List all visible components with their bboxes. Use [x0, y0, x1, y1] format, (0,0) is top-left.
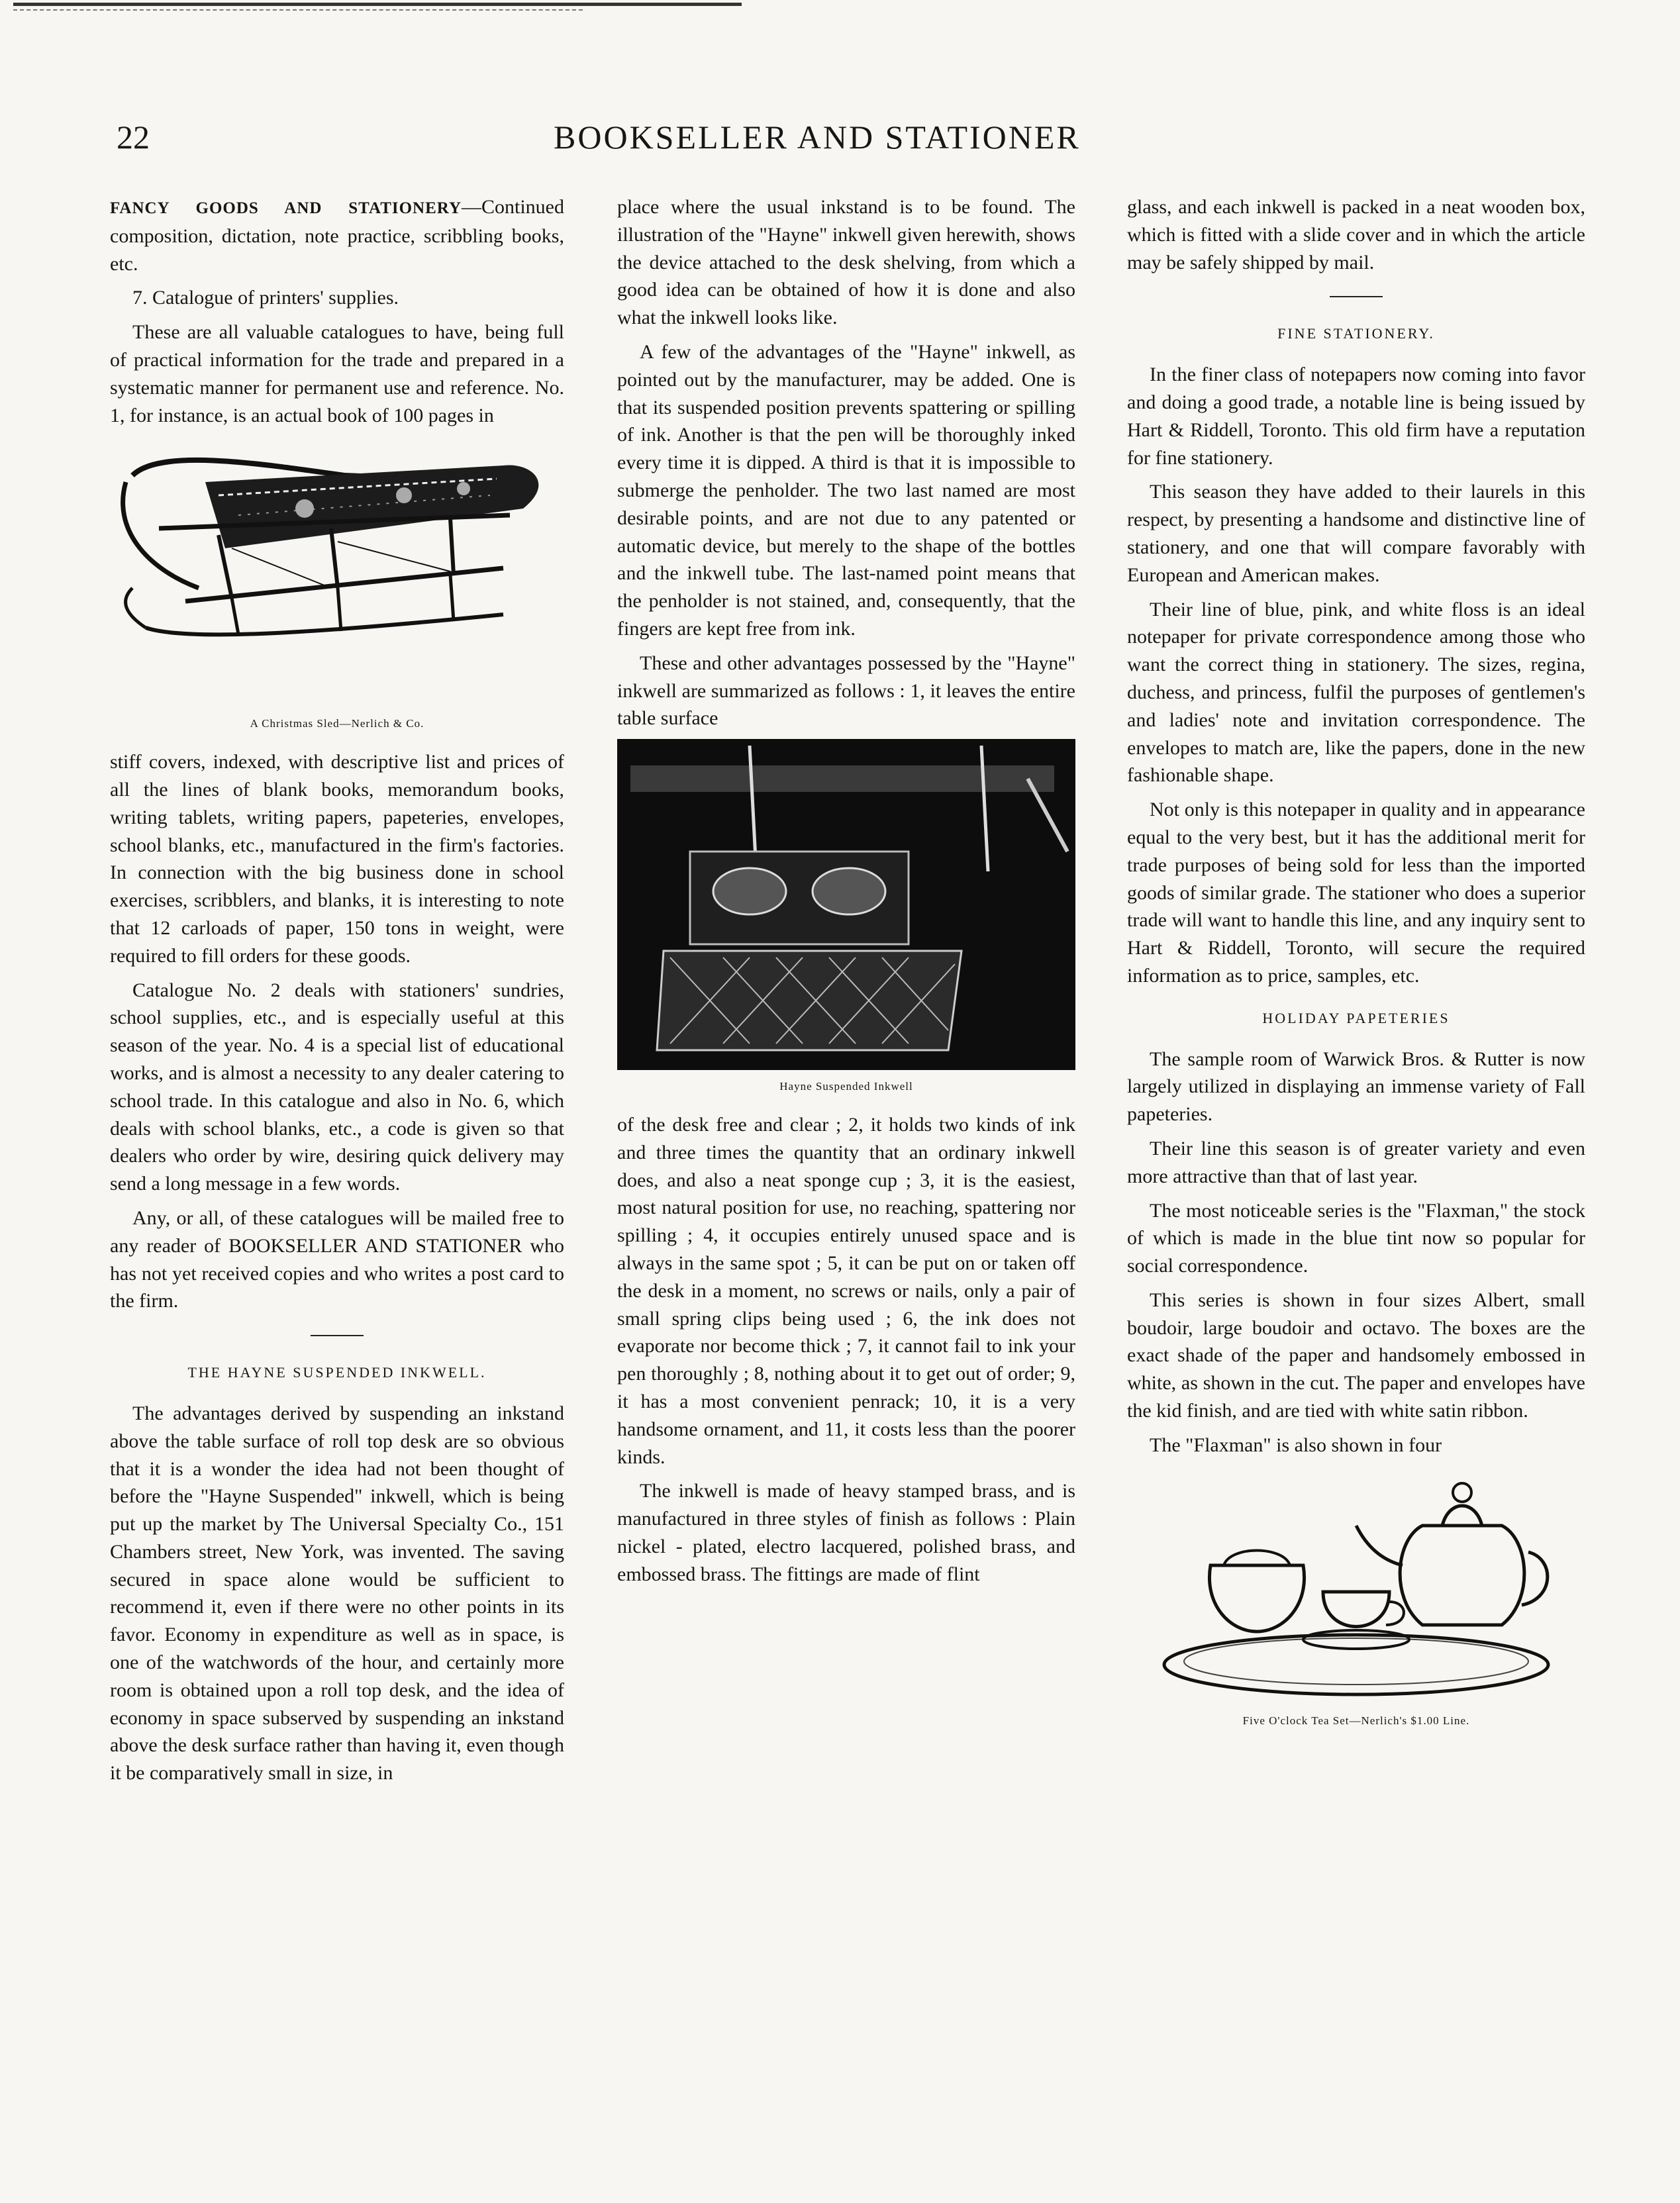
col1-lead-heading: FANCY GOODS AND STATIONERY [110, 199, 462, 217]
column-2 [617, 193, 1075, 1594]
running-head: BOOKSELLER AND STATIONER [554, 119, 1081, 156]
col1-para-3: These are all valuable catalogues to have, being full of practical information for the trade and prepared in a systematic manner for permanent use and reference. No. 1, for instance, is an actual book of 100 pages in [110, 321, 564, 426]
tea-set-caption: Five O'clock Tea Set—Nerlich's $1.00 Line. [1242, 1714, 1470, 1727]
column-3 [1127, 193, 1585, 1745]
col2-para-5: The inkwell is made of heavy stamped brass, and is manufactured in three styles of finish as follows : Plain nickel - plated, electro lacquered, polished brass, and embossed brass. The fittings are made of flint [617, 1480, 1075, 1585]
col3-para-7: Their line this season is of greater variety and even more attractive than that of last year. [1127, 1137, 1585, 1187]
col1-lead-continued: —Continued [462, 196, 564, 218]
sled-caption: A Christmas Sled—Nerlich & Co. [250, 717, 424, 730]
col2-para-3: These and other advantages possessed by the "Hayne" inkwell are summarized as follows : 1, it leaves the entire table surface [617, 652, 1075, 730]
col1-para-7: The advantages derived by suspending an inkstand above the table surface of roll top desk are so obvious that it is a wonder the idea had not been thought of before the "Hayne Suspended" inkwell, which is being put up the market by The Universal Specialty Co., 151 Chambers street, New York, was invented. The saving secured in space alone would be sufficient to recommend it, even if there were no other points in its favor. Economy in expenditure as well as in space, is one of the watchwords of the hour, and certainly more room is obtained upon a roll top desk, and the idea of economy in space subserved by suspending an inkstand above the desk surface rather than having it, even though it be comparatively small in size, in [110, 1402, 564, 1785]
col1-para-5: Catalogue No. 2 deals with stationers' sundries, school supplies, etc., and is especially useful at this season of the year. No. 4 is a special list of educational works, and is almost a necessity to any dealer catering to school trade. In this catalogue and also in No. 6, which deals with school blanks, etc., a code is given so that dealers who order by wire, desiring quick delivery may send a long message in a few words. [110, 979, 564, 1195]
col2-para-1: place where the usual inkstand is to be found. The illustration of the "Hayne" inkwell given herewith, shows the device attached to the desk shelving, from which a good idea can be obtained of how it is done and also what the inkwell looks like. [617, 196, 1075, 329]
top-rule [13, 3, 742, 6]
col3-para-3: This season they have added to their laurels in this respect, by presenting a handsome and distinctive line of stationery, and one that will compare favorably with European and American makes. [1127, 481, 1585, 586]
top-rule-secondary [13, 9, 583, 11]
col1-para-1 [110, 193, 564, 277]
col3-heading-holiday-papeteries: HOLIDAY PAPETERIES [1262, 1009, 1450, 1026]
col1-divider [311, 1335, 364, 1336]
tea-set-illustration [1158, 1466, 1555, 1704]
col1-heading-hayne: THE HAYNE SUSPENDED INKWELL. [187, 1364, 487, 1381]
col2-para-4: of the desk free and clear ; 2, it holds two kinds of ink and three times the quantity that an ordinary inkwell does, and also a neat sponge cup ; 3, it is the easiest, most natural position for use, no reaching, spattering nor spilling ; 4, it occupies entirely unused space and is always in the same spot ; 5, it can be put on or taken off the desk in a moment, no screws or nails, only a pair of small spring clips being used ; 6, the ink does not evaporate nor become thick ; 7, it cannot fail to ink your pen thoroughly ; 8, nothing about it to get out of order; 9, it has a most convenient penrack; 10, it is a very handsome ornament, and 11, it costs less than the poorer kinds. [617, 1113, 1075, 1468]
col3-para-4: Their line of blue, pink, and white floss is an ideal notepaper for private correspondence among those who want the correct thing in stationery. The sizes, regina, duchess, and princess, fulfil the purposes of gentlemen's and ladies' note and invitation correspondence. The envelopes to match are, like the papers, done in the new fashionable shape. [1127, 598, 1585, 787]
page-number: 22 [117, 119, 150, 156]
col3-para-10: The "Flaxman" is also shown in four [1150, 1434, 1442, 1456]
col3-para-8: The most noticeable series is the "Flaxman," the stock of which is made in the blue tint now so popular for social correspondence. [1127, 1199, 1585, 1277]
inkwell-caption: Hayne Suspended Inkwell [779, 1080, 913, 1093]
col3-divider [1330, 296, 1383, 297]
col1-para-2: 7. Catalogue of printers' supplies. [132, 287, 399, 309]
column-1 [110, 193, 564, 1794]
inkwell-illustration [617, 739, 1075, 1070]
col3-para-9: This series is shown in four sizes Albert, small boudoir, large boudoir and octavo. The boxes are the exact shade of the paper and handsomely embossed in white, as shown in the cut. The paper and envelopes have the kid finish, and are tied with white satin ribbon. [1127, 1289, 1585, 1422]
col1-para-1-text: composition, dictation, note practice, scribbling books, etc. [110, 224, 564, 275]
col1-para-6: Any, or all, of these catalogues will be mailed free to any reader of BOOKSELLER AND STATIONER who has not yet received copies and who writes a post card to the firm. [110, 1206, 564, 1312]
col2-para-2: A few of the advantages of the "Hayne" inkwell, as pointed out by the manufacturer, may be added. One is that its suspended position prevents spattering or spilling of ink. Another is that the pen will be thoroughly inked every time it is dipped. A third is that it is impossible to submerge the penholder. The two last named are most desirable points, and are not due to any patented or automatic device, but merely to the shape of the bottles and the inkwell tube. The last-named point means that the penholder is not stained, and, consequently, that the fingers are kept free from ink. [617, 340, 1075, 640]
col3-para-2: In the finer class of notepapers now coming into favor and doing a good trade, a notable line is being issued by Hart & Riddell, Toronto. This old firm have a reputation for fine stationery. [1127, 364, 1585, 469]
col3-para-1: glass, and each inkwell is packed in a neat wooden box, which is fitted with a slide cover and in which the article may be safely shipped by mail. [1127, 196, 1585, 273]
col1-para-4: stiff covers, indexed, with descriptive list and prices of all the lines of blank books, memorandum books, writing tablets, writing papers, papeteries, envelopes, school blanks, etc., manufactured in the firm's factories. In connection with the big business done in school exercises, scribblers, and blanks, it is interesting to note that 12 carloads of paper, 150 tons in weight, were required to fill orders for these goods. [110, 751, 564, 967]
col3-para-6: The sample room of Warwick Bros. & Rutter is now largely utilized in displaying an immense variety of Fall papeteries. [1127, 1048, 1585, 1126]
sled-illustration [106, 436, 563, 707]
col3-heading-fine-stationery: FINE STATIONERY. [1277, 325, 1435, 342]
col3-para-5: Not only is this notepaper in quality and in appearance equal to the very best, but it has the additional merit for trade purposes of being sold for less than the imported goods of similar grade. The stationer who does a superior trade will want to handle this line, and any inquiry sent to Hart & Riddell, Toronto, will secure the required information as to price, samples, etc. [1127, 799, 1585, 987]
